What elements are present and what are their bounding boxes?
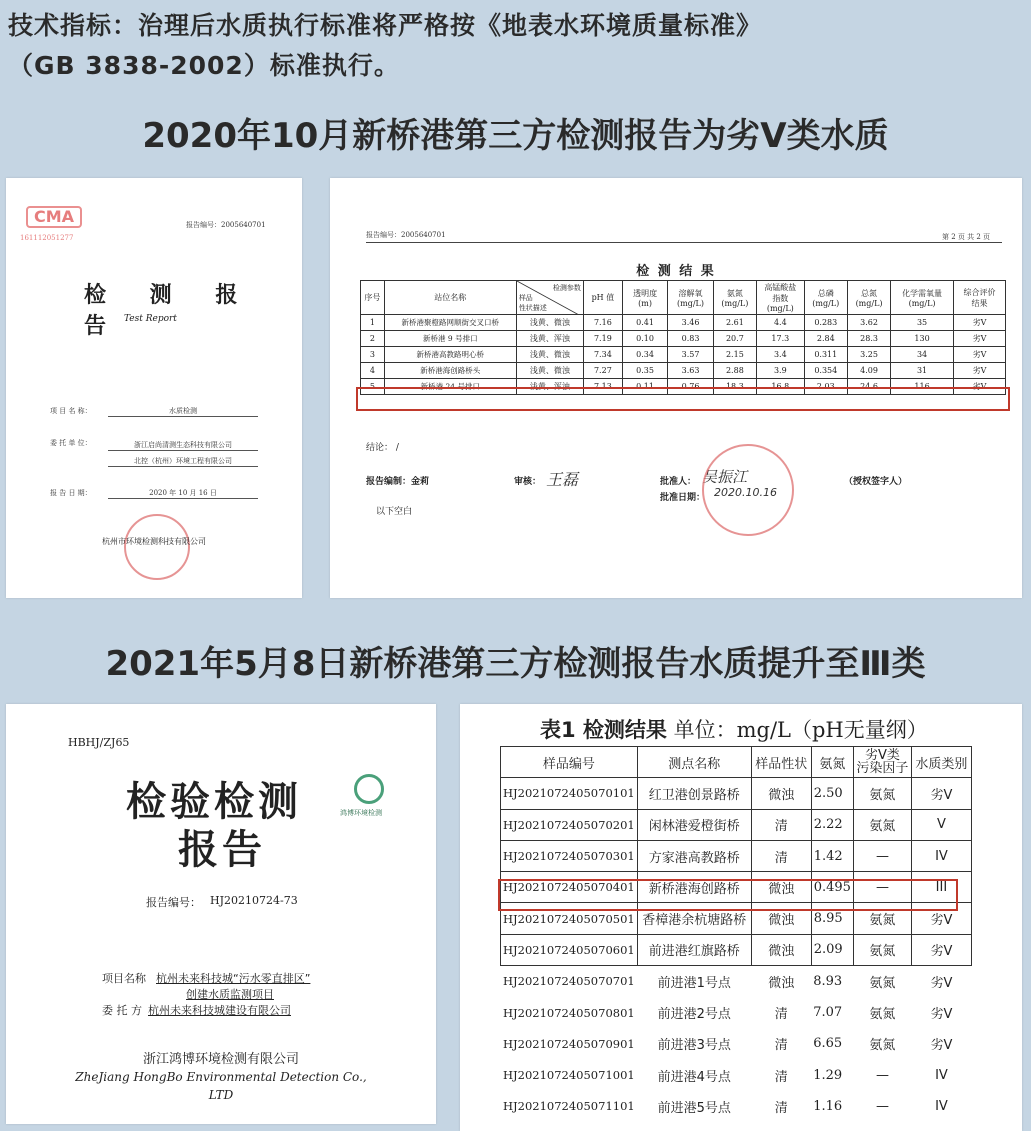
cell-codmn: 3.9 <box>757 363 805 379</box>
blank-note: 以下空白 <box>376 507 413 517</box>
cell2-pollutant: 氨氮 <box>853 809 911 840</box>
cell-ph: 7.13 <box>583 379 622 395</box>
table-row <box>501 1059 972 1090</box>
table-row <box>361 363 1006 379</box>
cell2-sample-no: HJ2021072405071001 <box>503 1068 635 1083</box>
table-row <box>501 966 972 997</box>
date-label: 报 告 日 期： <box>50 489 92 497</box>
report1-results-report-no: 报告编号：2005640701 <box>366 231 446 239</box>
col-ph: pH 值 <box>583 281 622 315</box>
cell2-nh3: 8.93 <box>813 973 843 989</box>
col-nh3: 氨氮 (mg/L) <box>713 281 756 315</box>
cell-grade: 劣Ⅴ <box>953 379 1005 395</box>
cell-seq: 2 <box>361 331 385 347</box>
company-stamp <box>124 514 190 580</box>
cell2-nh3: 1.29 <box>813 1067 843 1083</box>
report2-results <box>460 704 1022 1131</box>
cell-site: 新桥港海创路桥头 <box>384 363 516 379</box>
cell2-state: 微浊 <box>768 975 795 991</box>
table-row <box>501 997 972 1028</box>
cell2-state: 微浊 <box>751 903 811 934</box>
report2-company-en-1: ZheJiang HongBo Environmental Detection Co., <box>75 1070 367 1084</box>
report1-page: 第 2 页 共 2 页 <box>942 233 991 241</box>
report2-report-no-label: 报告编号： <box>146 896 201 909</box>
report1-cover-subtitle: Test Report <box>124 314 177 324</box>
reviewer-signature: 王磊 <box>546 470 579 489</box>
report2-title-unit: 单位：mg/L（pH无量纲） <box>666 718 928 742</box>
cell2-grade: 劣V <box>930 1007 953 1023</box>
cell-seq: 1 <box>361 315 385 331</box>
cell2-nh3: 2.22 <box>811 809 853 840</box>
cell-tn: 28.3 <box>847 331 890 347</box>
col-tn: 总氮 (mg/L) <box>847 281 890 315</box>
report2-results-table <box>500 746 972 1122</box>
intro-line-2: （GB 3838-2002）标准执行。 <box>8 51 400 80</box>
cell2-site: 红卫港创景路桥 <box>637 778 751 809</box>
section-title-2020: 2020年10月新桥港第三方检测报告为劣Ⅴ类水质 <box>142 116 889 156</box>
report2-title-bold: 表1 检测结果 <box>540 718 667 742</box>
report2-title-1: 检验检测 <box>126 779 302 825</box>
cell2-nh3: 2.50 <box>811 778 853 809</box>
cell2-grade: 劣V <box>930 1038 953 1054</box>
cell-tn: 4.09 <box>847 363 890 379</box>
project-label: 项 目 名 称： <box>50 407 92 415</box>
report2-results-title <box>540 714 928 744</box>
cell2-sample-no: HJ2021072405070601 <box>501 934 638 965</box>
col-cod: 化学需氧量 (mg/L) <box>891 281 954 315</box>
cell-state: 浅黄、浑浊 <box>516 331 583 347</box>
cell-transparency: 0.10 <box>622 331 667 347</box>
col-do: 溶解氧 (mg/L) <box>668 281 713 315</box>
cell-codmn: 4.4 <box>757 315 805 331</box>
cell2-sample-no: HJ2021072405070901 <box>503 1036 635 1051</box>
cell2-state: 清 <box>774 1007 788 1023</box>
cell-cod: 35 <box>891 315 954 331</box>
reviewer: 审核： <box>514 477 542 487</box>
report1-company: 杭州市环境检测科技有限公司 <box>102 537 206 546</box>
cell-state: 浅黄、微浊 <box>516 363 583 379</box>
cell2-grade: 劣V <box>911 934 971 965</box>
intro-text <box>8 6 1028 86</box>
approval-stamp <box>702 444 794 536</box>
cell-nh3: 2.15 <box>713 347 756 363</box>
cell-tp: 2.84 <box>804 331 847 347</box>
cell2-grade: III <box>911 872 971 903</box>
report2-project-value-1: 杭州未来科技城“污水零直排区” <box>156 972 311 985</box>
table-row <box>501 1028 972 1059</box>
cell2-site: 闲林港爱橙街桥 <box>637 809 751 840</box>
col2-state: 样品性状 <box>751 747 811 778</box>
cell2-sample-no: HJ2021072405070201 <box>501 809 638 840</box>
cell-codmn: 3.4 <box>757 347 805 363</box>
cell2-sample-no: HJ2021072405070501 <box>501 903 638 934</box>
col2-pollutant: 劣V类 污染因子 <box>853 747 911 778</box>
authorized-signer: （授权签字人） <box>844 477 908 487</box>
date-value: 2020 年 10 月 16 日 <box>108 488 258 499</box>
cell2-state: 清 <box>751 840 811 871</box>
cell2-nh3: 1.16 <box>813 1098 843 1114</box>
report1-cover-title: 检 测 报 告 <box>84 282 256 339</box>
col2-sample-no: 样品编号 <box>501 747 638 778</box>
cell-transparency: 0.34 <box>622 347 667 363</box>
cell2-state: 微浊 <box>751 872 811 903</box>
cell2-pollutant: 氨氮 <box>869 1007 896 1023</box>
cell2-pollutant: — <box>875 1098 889 1114</box>
hongbo-logo-text: 鸿博环境检测 <box>340 809 382 817</box>
col2-nh3: 氨氮 <box>811 747 853 778</box>
report2-project-value-2: 创建水质监测项目 <box>186 988 274 1001</box>
cell2-nh3: 6.65 <box>813 1036 843 1052</box>
cell2-grade: 劣V <box>930 975 953 991</box>
col2-site: 测点名称 <box>637 747 751 778</box>
cell2-sample-no: HJ2021072405070401 <box>501 872 638 903</box>
cell-cod: 130 <box>891 331 954 347</box>
cell-cod: 116 <box>891 379 954 395</box>
cell-transparency: 0.41 <box>622 315 667 331</box>
cell-state: 浅黄、浑浊 <box>516 379 583 395</box>
cell2-grade: 劣V <box>911 903 971 934</box>
section-title-2021: 2021年5月8日新桥港第三方检测报告水质提升至Ⅲ类 <box>105 644 926 684</box>
col-param <box>516 281 583 315</box>
cell-cod: 34 <box>891 347 954 363</box>
report2-client-value: 杭州未来科技城建设有限公司 <box>148 1004 291 1017</box>
cell2-nh3: 2.09 <box>811 934 853 965</box>
cell-do: 3.46 <box>668 315 713 331</box>
cell-state: 浅黄、微浊 <box>516 347 583 363</box>
table-row <box>361 331 1006 347</box>
table-row <box>501 934 972 965</box>
approve-date: 批准日期： <box>660 493 706 503</box>
cell-site: 新桥港 9 号排口 <box>384 331 516 347</box>
param-top: 检测参数 <box>552 283 581 292</box>
cell-seq: 4 <box>361 363 385 379</box>
cell2-pollutant: 氨氮 <box>853 778 911 809</box>
cell-codmn: 17.3 <box>757 331 805 347</box>
cell2-site: 前进港4号点 <box>657 1069 731 1085</box>
table-row <box>501 809 972 840</box>
cell-tp: 0.283 <box>804 315 847 331</box>
cell-cod: 31 <box>891 363 954 379</box>
cell-site: 新桥港 24 号排口 <box>384 379 516 395</box>
report1-results <box>330 178 1022 598</box>
cell2-state: 微浊 <box>751 778 811 809</box>
approve-date-value: 2020.10.16 <box>714 486 777 499</box>
cell2-pollutant: 氨氮 <box>853 934 911 965</box>
client-label: 委 托 单 位： <box>50 439 92 447</box>
col-transparency: 透明度 (m) <box>622 281 667 315</box>
cell-grade: 劣Ⅴ <box>953 363 1005 379</box>
table-header-row <box>361 281 1006 315</box>
cell2-nh3: 7.07 <box>813 1005 843 1021</box>
cell-transparency: 0.35 <box>622 363 667 379</box>
report2-client-label: 委 托 方 <box>102 1004 142 1017</box>
cell-tn: 3.25 <box>847 347 890 363</box>
cell-do: 3.63 <box>668 363 713 379</box>
cell-transparency: 0.11 <box>622 379 667 395</box>
cell-nh3: 18.3 <box>713 379 756 395</box>
cell2-grade: V <box>911 809 971 840</box>
cell2-pollutant: 氨氮 <box>869 975 896 991</box>
cell2-pollutant: — <box>853 872 911 903</box>
approver: 批准人： <box>660 477 697 487</box>
report2-company-cn: 浙江鸿博环境检测有限公司 <box>142 1052 299 1067</box>
compiler: 报告编制：金莉 <box>366 477 430 487</box>
cell-site: 新桥港高教路明心桥 <box>384 347 516 363</box>
table-row <box>501 840 972 871</box>
table-row <box>501 778 972 809</box>
cell-grade: 劣Ⅴ <box>953 347 1005 363</box>
report2-project-label: 项目名称 <box>102 972 146 985</box>
client-value-2: 北控（杭州）环境工程有限公司 <box>108 456 258 467</box>
cell2-site: 前进港5号点 <box>657 1100 731 1116</box>
cell-nh3: 20.7 <box>713 331 756 347</box>
highlight-box-2021 <box>498 879 958 911</box>
cell2-sample-no: HJ2021072405070101 <box>501 778 638 809</box>
cell2-state: 清 <box>774 1038 788 1054</box>
cell2-sample-no: HJ2021072405070801 <box>503 1005 635 1020</box>
conclusion: 结论： / <box>366 443 399 453</box>
cell2-grade: IV <box>911 840 971 871</box>
col-site: 站位名称 <box>384 281 516 315</box>
report1-results-table <box>360 280 1006 395</box>
cell2-pollutant: 氨氮 <box>853 903 911 934</box>
cell2-pollutant: — <box>875 1067 889 1083</box>
cell-ph: 7.19 <box>583 331 622 347</box>
report1-results-title: 检 测 结 果 <box>636 264 716 279</box>
cell2-sample-no: HJ2021072405070301 <box>501 840 638 871</box>
cell2-sample-no: HJ2021072405070701 <box>503 974 635 989</box>
table-row <box>501 1091 972 1122</box>
cell-grade: 劣Ⅴ <box>953 315 1005 331</box>
cell2-grade: IV <box>935 1098 948 1114</box>
cell-seq: 3 <box>361 347 385 363</box>
cell2-sample-no: HJ2021072405071101 <box>503 1099 635 1114</box>
cell-tp: 0.354 <box>804 363 847 379</box>
report2-company-en-2: LTD <box>208 1088 234 1102</box>
project-value: 水质检测 <box>108 406 258 417</box>
report2-report-no: HJ20210724-73 <box>210 894 298 907</box>
cell2-nh3: 8.95 <box>811 903 853 934</box>
cell2-site: 前进港2号点 <box>657 1007 731 1023</box>
cell2-site: 前进港1号点 <box>657 975 731 991</box>
col-seq: 序号 <box>361 281 385 315</box>
header-diagonal <box>517 281 579 315</box>
header-rule <box>366 242 1002 243</box>
table-row <box>361 315 1006 331</box>
param-bottom: 样品 性状描述 <box>518 293 547 312</box>
cell-ph: 7.34 <box>583 347 622 363</box>
highlight-box-2020 <box>356 387 1010 411</box>
cma-number: 161112051277 <box>20 234 74 242</box>
hongbo-logo-icon <box>354 774 384 804</box>
cell-do: 0.76 <box>668 379 713 395</box>
cell-tn: 24.6 <box>847 379 890 395</box>
cell2-nh3: 1.42 <box>811 840 853 871</box>
report2-cover <box>6 704 436 1124</box>
intro-line-1: 技术指标：治理后水质执行标准将严格按《地表水环境质量标准》 <box>8 11 763 40</box>
cell2-grade: 劣V <box>911 778 971 809</box>
approver-signature: 吴振江 <box>702 468 748 486</box>
cell2-state: 清 <box>774 1069 788 1085</box>
cell-do: 0.83 <box>668 331 713 347</box>
cell2-site: 前进港3号点 <box>657 1038 731 1054</box>
cell-ph: 7.27 <box>583 363 622 379</box>
cell2-grade: IV <box>935 1067 948 1083</box>
cell2-site: 方家港高教路桥 <box>637 840 751 871</box>
client-value-1: 浙江启尚清测生态科技有限公司 <box>108 440 258 451</box>
cell2-site: 新桥港海创路桥 <box>637 872 751 903</box>
cell-do: 3.57 <box>668 347 713 363</box>
report2-title-2: 报告 <box>178 827 266 873</box>
cell2-state: 微浊 <box>751 934 811 965</box>
cell-seq: 5 <box>361 379 385 395</box>
cell2-state: 清 <box>751 809 811 840</box>
cell2-nh3: 0.495 <box>811 872 853 903</box>
table2-header-row <box>501 747 972 778</box>
cell-grade: 劣Ⅴ <box>953 331 1005 347</box>
cell-tp: 2.03 <box>804 379 847 395</box>
cell-nh3: 2.88 <box>713 363 756 379</box>
cell2-site: 前进港红旗路桥 <box>637 934 751 965</box>
cell-state: 浅黄、微浊 <box>516 315 583 331</box>
cell2-pollutant: — <box>853 840 911 871</box>
cell-codmn: 16.8 <box>757 379 805 395</box>
col-codmn: 高锰酸盐 指数 (mg/L) <box>757 281 805 315</box>
cell2-site: 香樟港余杭塘路桥 <box>637 903 751 934</box>
cma-logo: CMA <box>26 206 82 228</box>
cell-ph: 7.16 <box>583 315 622 331</box>
cell-tn: 3.62 <box>847 315 890 331</box>
cell2-pollutant: 氨氮 <box>869 1038 896 1054</box>
cell-nh3: 2.61 <box>713 315 756 331</box>
table-row <box>361 347 1006 363</box>
cell-site: 新桥港聚橙路网顺街交叉口桥 <box>384 315 516 331</box>
report1-cover <box>6 178 302 598</box>
col2-grade: 水质类别 <box>911 747 971 778</box>
cell2-state: 清 <box>774 1100 788 1116</box>
report1-cover-report-no: 报告编号：2005640701 <box>186 221 266 229</box>
col-grade: 综合评价 结果 <box>953 281 1005 315</box>
col-tp: 总磷 (mg/L) <box>804 281 847 315</box>
cell-tp: 0.311 <box>804 347 847 363</box>
report2-code: HBHJ/ZJ65 <box>68 736 130 749</box>
